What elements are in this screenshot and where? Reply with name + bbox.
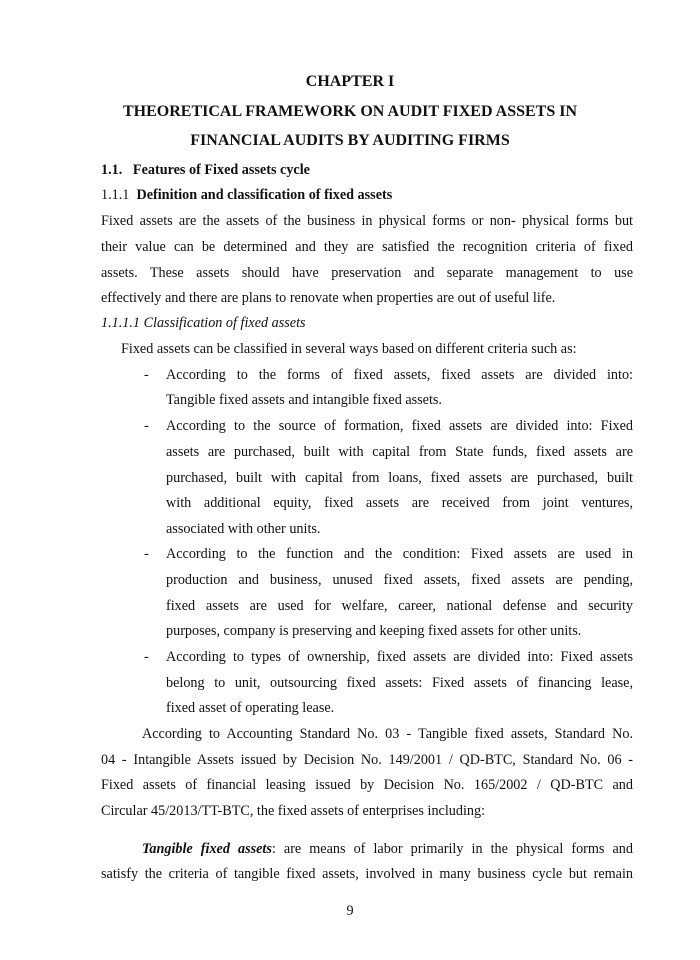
bullet-line: with additional equity, fixed assets are received from joint ventures, [166,495,633,511]
standard-line: Fixed assets of financial leasing issued by Decision No. 165/2002 / QD-BTC and [101,777,633,793]
subsection-number: 1.1.1 [101,187,130,203]
bullet-line: According to the forms of fixed assets, fixed assets are divided into: [166,367,633,383]
chapter-label: CHAPTER I [305,73,395,90]
definition-line: effectively and there are plans to renovate when properties are out of useful life. [101,290,556,306]
section-heading [101,160,310,180]
tangible-line-1 [142,839,633,859]
bullet-line: belong to unit, outsourcing fixed assets: Fixed assets of financing lease, [166,675,633,691]
bullet-line: associated with other units. [166,521,321,537]
bullet-dash: - [144,367,149,383]
bullet-line: According to the function and the condition: Fixed assets are used in [166,546,633,562]
bullet-line: production and business, unused fixed assets, fixed assets are pending, [166,572,633,588]
section-number: 1.1. [101,162,123,178]
bullet-line: fixed asset of operating lease. [166,700,335,716]
standard-line: 04 - Intangible Assets issued by Decision No. 149/2001 / QD-BTC, Standard No. 06 - [101,752,633,768]
tangible-line-2: satisfy the criteria of tangible fixed assets, involved in many business cycle but remain [101,866,633,882]
standard-line: Circular 45/2013/TT-BTC, the fixed assets of enterprises including: [101,803,486,819]
chapter-title-line-1: THEORETICAL FRAMEWORK ON AUDIT FIXED ASSETS IN [122,103,578,120]
classification-intro: Fixed assets can be classified in several ways based on different criteria such as: [121,341,577,357]
bullet-line: Tangible fixed assets and intangible fixed assets. [166,392,442,408]
bullet-dash: - [144,649,149,665]
bullet-dash: - [144,418,149,434]
tangible-definition: : are means of labor primarily in the physical forms and [271,841,633,857]
subsection-title: Definition and classification of fixed assets [136,187,393,203]
standard-line: According to Accounting Standard No. 03 - Tangible fixed assets, Standard No. [142,726,633,742]
definition-line: their value can be determined and they are satisfied the recognition criteria of fixed [101,239,633,255]
bullet-line: According to the source of formation, fixed assets are divided into: Fixed [166,418,633,434]
section-title: Features of Fixed assets cycle [132,162,310,178]
classification-heading: 1.1.1.1 Classification of fixed assets [101,315,306,331]
bullet-line: fixed assets are used for welfare, career, national defense and security [166,598,633,614]
bullet-dash: - [144,546,149,562]
subsection-heading [101,185,392,205]
bullet-line: According to types of ownership, fixed assets are divided into: Fixed assets [166,649,633,665]
tangible-term: Tangible fixed assets [142,841,272,857]
bullet-line: purchased, built with capital from loans, fixed assets are purchased, built [166,470,633,486]
chapter-title-line-2: FINANCIAL AUDITS BY AUDITING FIRMS [190,132,510,149]
definition-line: Fixed assets are the assets of the business in physical forms or non- physical forms but [101,213,633,229]
definition-line: assets. These assets should have preservation and separate management to use [101,265,633,281]
bullet-line: assets are purchased, built with capital from State funds, fixed assets are [166,444,633,460]
bullet-line: purposes, company is preserving and keeping fixed assets for other units. [166,623,582,639]
page-number: 9 [346,903,354,919]
